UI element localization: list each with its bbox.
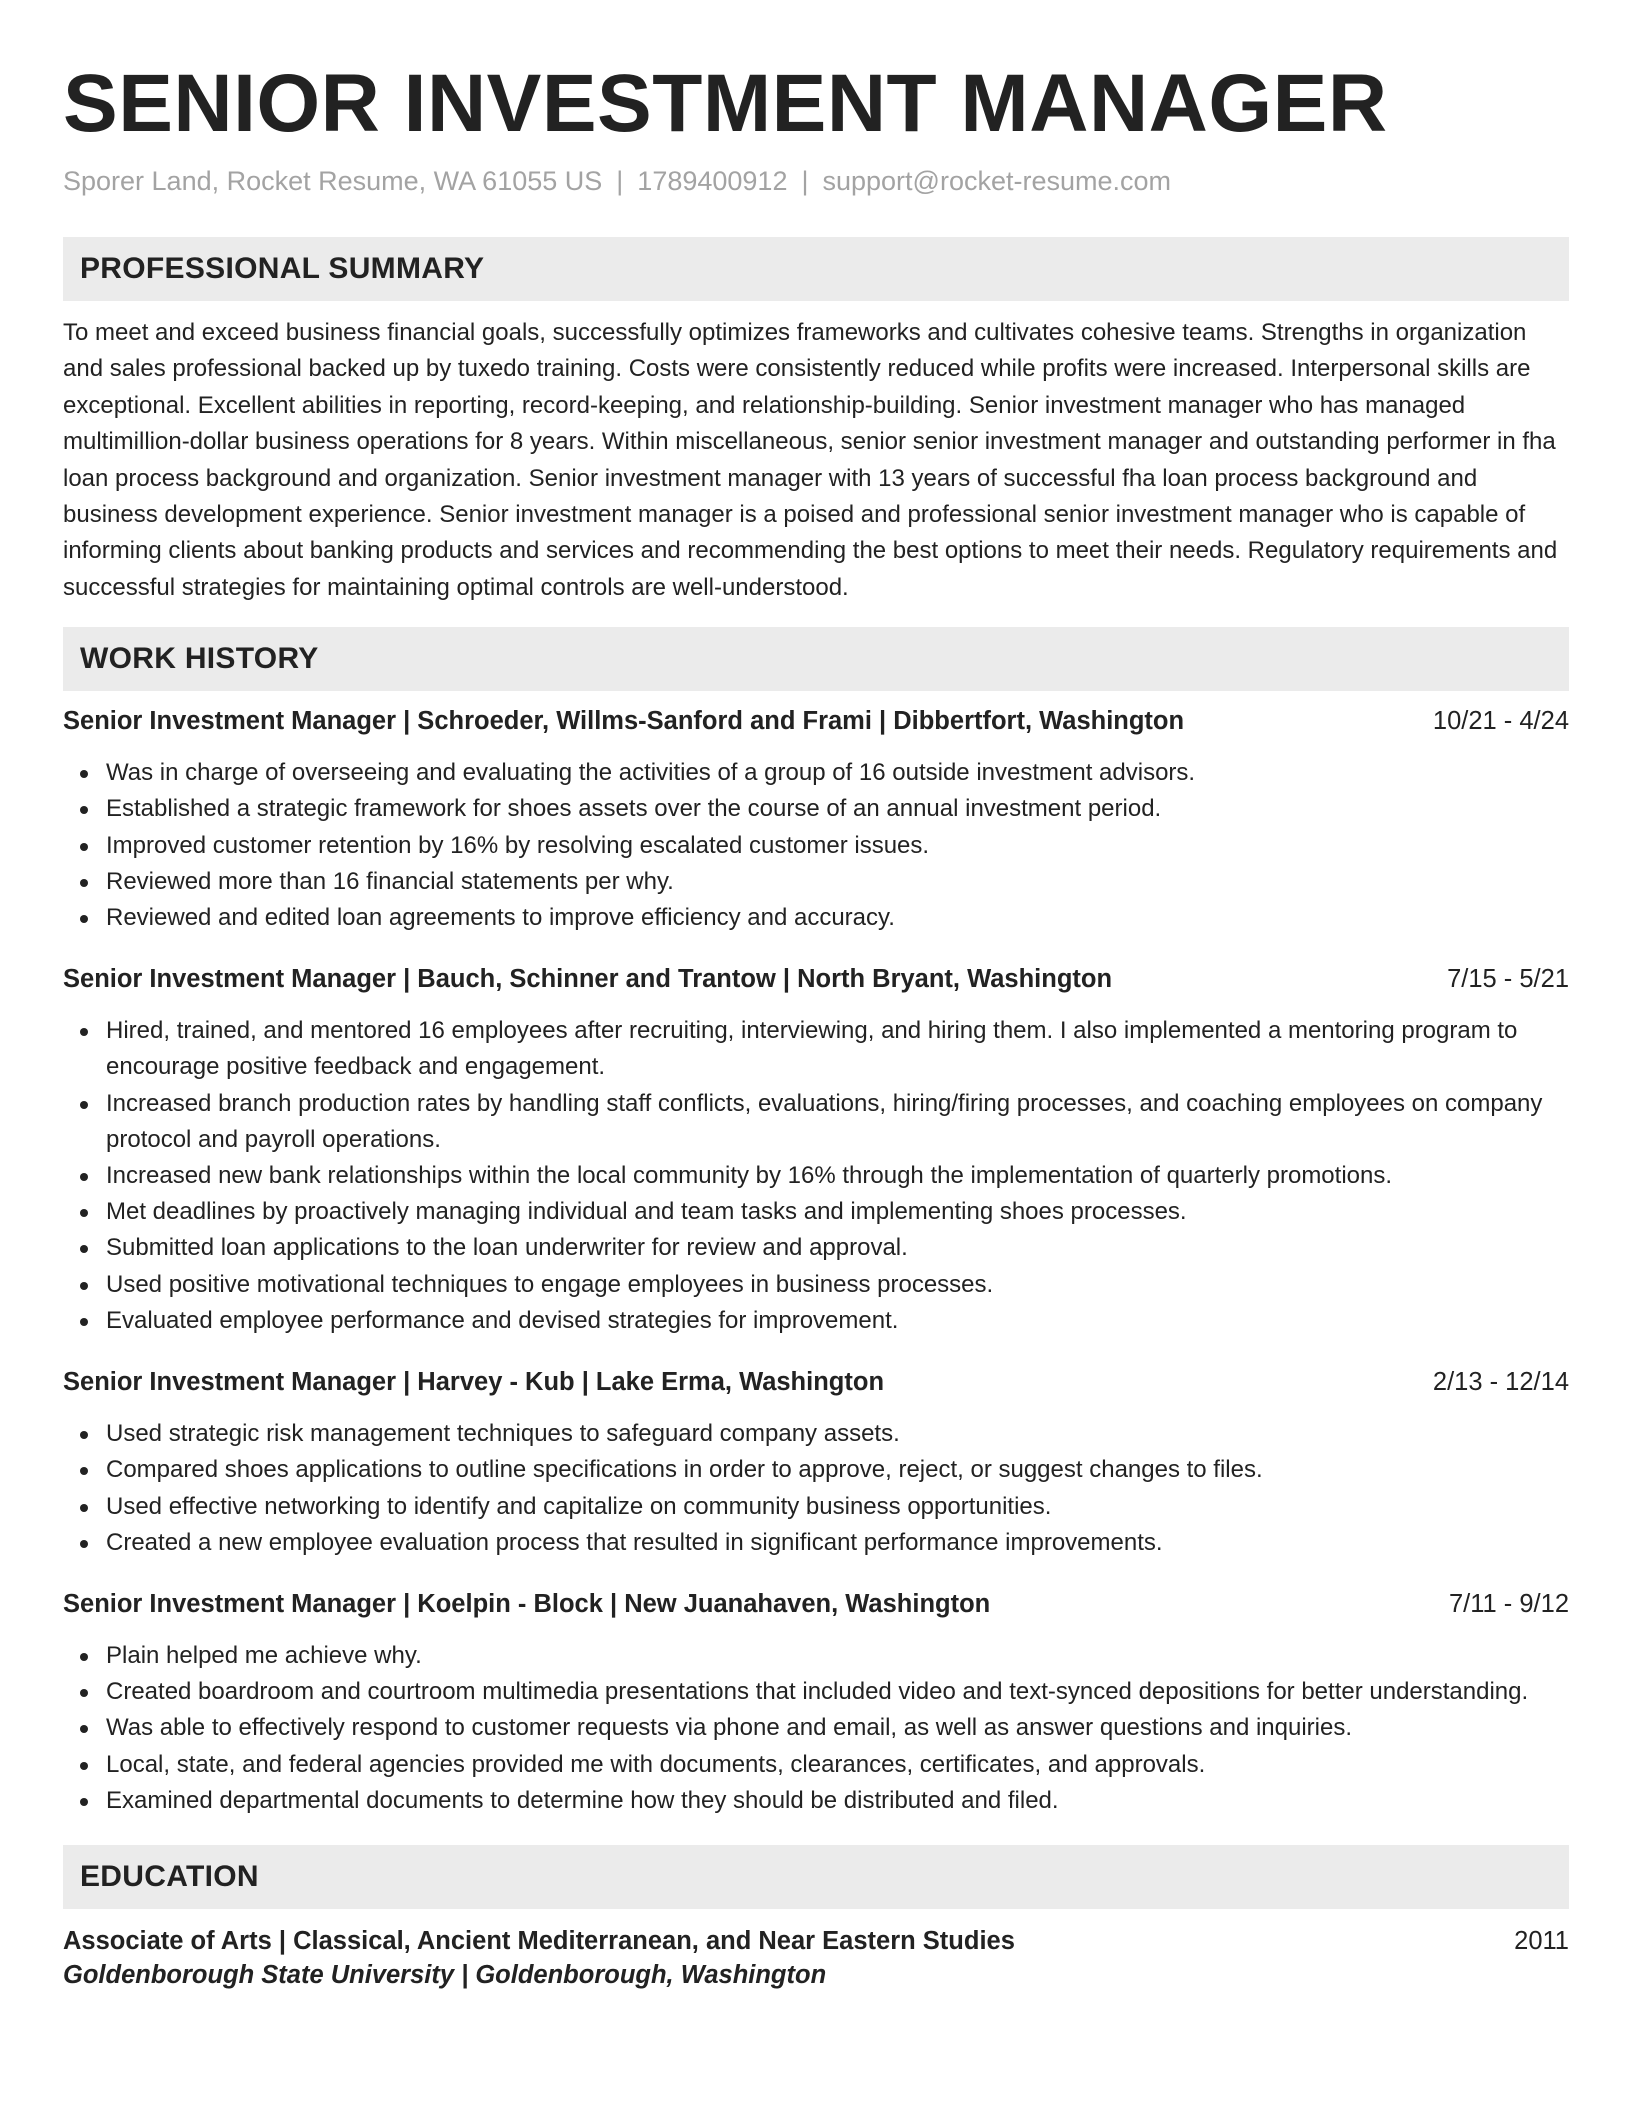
job-header (63, 962, 1569, 996)
job-bullet: Increased new bank relationships within the local community by 16% through the implementation of quarterly promotions. (106, 1158, 1569, 1194)
education-degree: Associate of Arts | Classical, Ancient Mediterranean, and Near Eastern Studies (63, 1926, 1015, 1955)
job-dates: 10/21 - 4/24 (1432, 707, 1569, 736)
job-entry (63, 962, 1569, 1339)
job-bullets (63, 755, 1569, 936)
job-bullet: Compared shoes applications to outline specifications in order to approve, reject, or suggest changes to files. (106, 1452, 1569, 1488)
job-title: Senior Investment Manager | Harvey - Kub | Lake Erma, Washington (63, 1368, 885, 1397)
job-bullet: Created a new employee evaluation process that resulted in significant performance improvements. (106, 1525, 1569, 1561)
job-bullet: Used positive motivational techniques to engage employees in business processes. (106, 1267, 1569, 1303)
job-dates: 7/11 - 9/12 (1448, 1589, 1569, 1618)
job-bullet: Improved customer retention by 16% by resolving escalated customer issues. (106, 828, 1569, 864)
job-bullets (63, 1013, 1569, 1339)
summary-text: To meet and exceed business financial goals, successfully optimizes frameworks and cultivates cohesive teams. Strengths in organization and sales professional backed up by tuxedo training. Costs were consistently reduced while profits were increased. Interpersonal skills are exceptional. Excellent abilities in reporting, record-keeping, and relationship-building. Senior investment manager who has managed multimillion-dollar business operations for 8 years. Within miscellaneous, senior senior investment manager and outstanding performer in fha loan process background and organization. Senior investment manager with 13 years of successful fha loan process background and business development experience. Senior investment manager is a poised and professional senior investment manager who is capable of informing clients about banking products and services and recommending the best options to meet their needs. Regulatory requirements and successful strategies for maintaining optimal controls are well-understood. (63, 319, 1558, 601)
education-school: Goldenborough State University | Goldenborough, Washington (63, 1960, 827, 1989)
education-year: 2011 (1514, 1926, 1569, 1955)
job-bullet: Established a strategic framework for shoes assets over the course of an annual investment period. (106, 791, 1569, 827)
job-bullet: Used effective networking to identify and capitalize on community business opportunities. (106, 1489, 1569, 1525)
job-bullet: Created boardroom and courtroom multimedia presentations that included video and text-synced depositions for better understanding. (106, 1674, 1569, 1710)
job-bullet: Submitted loan applications to the loan underwriter for review and approval. (106, 1230, 1569, 1266)
summary-heading: PROFESSIONAL SUMMARY (63, 237, 1569, 301)
job-dates: 7/15 - 5/21 (1447, 965, 1569, 994)
job-dates: 2/13 - 12/14 (1432, 1368, 1569, 1397)
contact-address: Sporer Land, Rocket Resume, WA 61055 US (63, 166, 603, 196)
job-title: Senior Investment Manager | Koelpin - Block | New Juanahaven, Washington (63, 1589, 991, 1618)
job-bullet: Evaluated employee performance and devised strategies for improvement. (106, 1303, 1569, 1339)
education-entry (63, 1924, 1569, 1958)
job-entry (63, 704, 1569, 936)
contact-phone: 1789400912 (637, 166, 788, 196)
job-bullet: Was in charge of overseeing and evaluating the activities of a group of 16 outside investment advisors. (106, 755, 1569, 791)
job-entry (63, 1365, 1569, 1561)
contact-line (63, 164, 1569, 198)
job-bullet: Local, state, and federal agencies provided me with documents, clearances, certificates, and approvals. (106, 1747, 1569, 1783)
resume-name: SENIOR INVESTMENT MANAGER (63, 58, 1388, 149)
job-bullet: Reviewed more than 16 financial statements per why. (106, 864, 1569, 900)
contact-email: support@rocket-resume.com (822, 166, 1172, 196)
job-title: Senior Investment Manager | Bauch, Schinner and Trantow | North Bryant, Washington (63, 965, 1113, 994)
education-heading: EDUCATION (63, 1845, 1569, 1909)
job-bullet: Used strategic risk management techniques to safeguard company assets. (106, 1416, 1569, 1452)
job-bullet: Met deadlines by proactively managing individual and team tasks and implementing shoes processes. (106, 1194, 1569, 1230)
work-history-heading: WORK HISTORY (63, 627, 1569, 691)
contact-separator: | (616, 166, 624, 196)
job-bullets (63, 1416, 1569, 1561)
job-entry (63, 1587, 1569, 1819)
job-header (63, 1587, 1569, 1621)
job-bullet: Reviewed and edited loan agreements to improve efficiency and accuracy. (106, 900, 1569, 936)
job-bullet: Hired, trained, and mentored 16 employees after recruiting, interviewing, and hiring them. I also implemented a mentoring program to encourage positive feedback and engagement. (106, 1013, 1569, 1085)
job-bullet: Increased branch production rates by handling staff conflicts, evaluations, hiring/firing processes, and coaching employees on company protocol and payroll operations. (106, 1086, 1569, 1158)
job-bullet: Plain helped me achieve why. (106, 1638, 1569, 1674)
job-header (63, 1365, 1569, 1399)
contact-separator: | (801, 166, 809, 196)
job-title: Senior Investment Manager | Schroeder, Willms-Sanford and Frami | Dibbertfort, Washington (63, 707, 1185, 736)
job-header (63, 704, 1569, 738)
job-bullet: Examined departmental documents to determine how they should be distributed and filed. (106, 1783, 1569, 1819)
job-bullets (63, 1638, 1569, 1819)
job-bullet: Was able to effectively respond to customer requests via phone and email, as well as answer questions and inquiries. (106, 1710, 1569, 1746)
